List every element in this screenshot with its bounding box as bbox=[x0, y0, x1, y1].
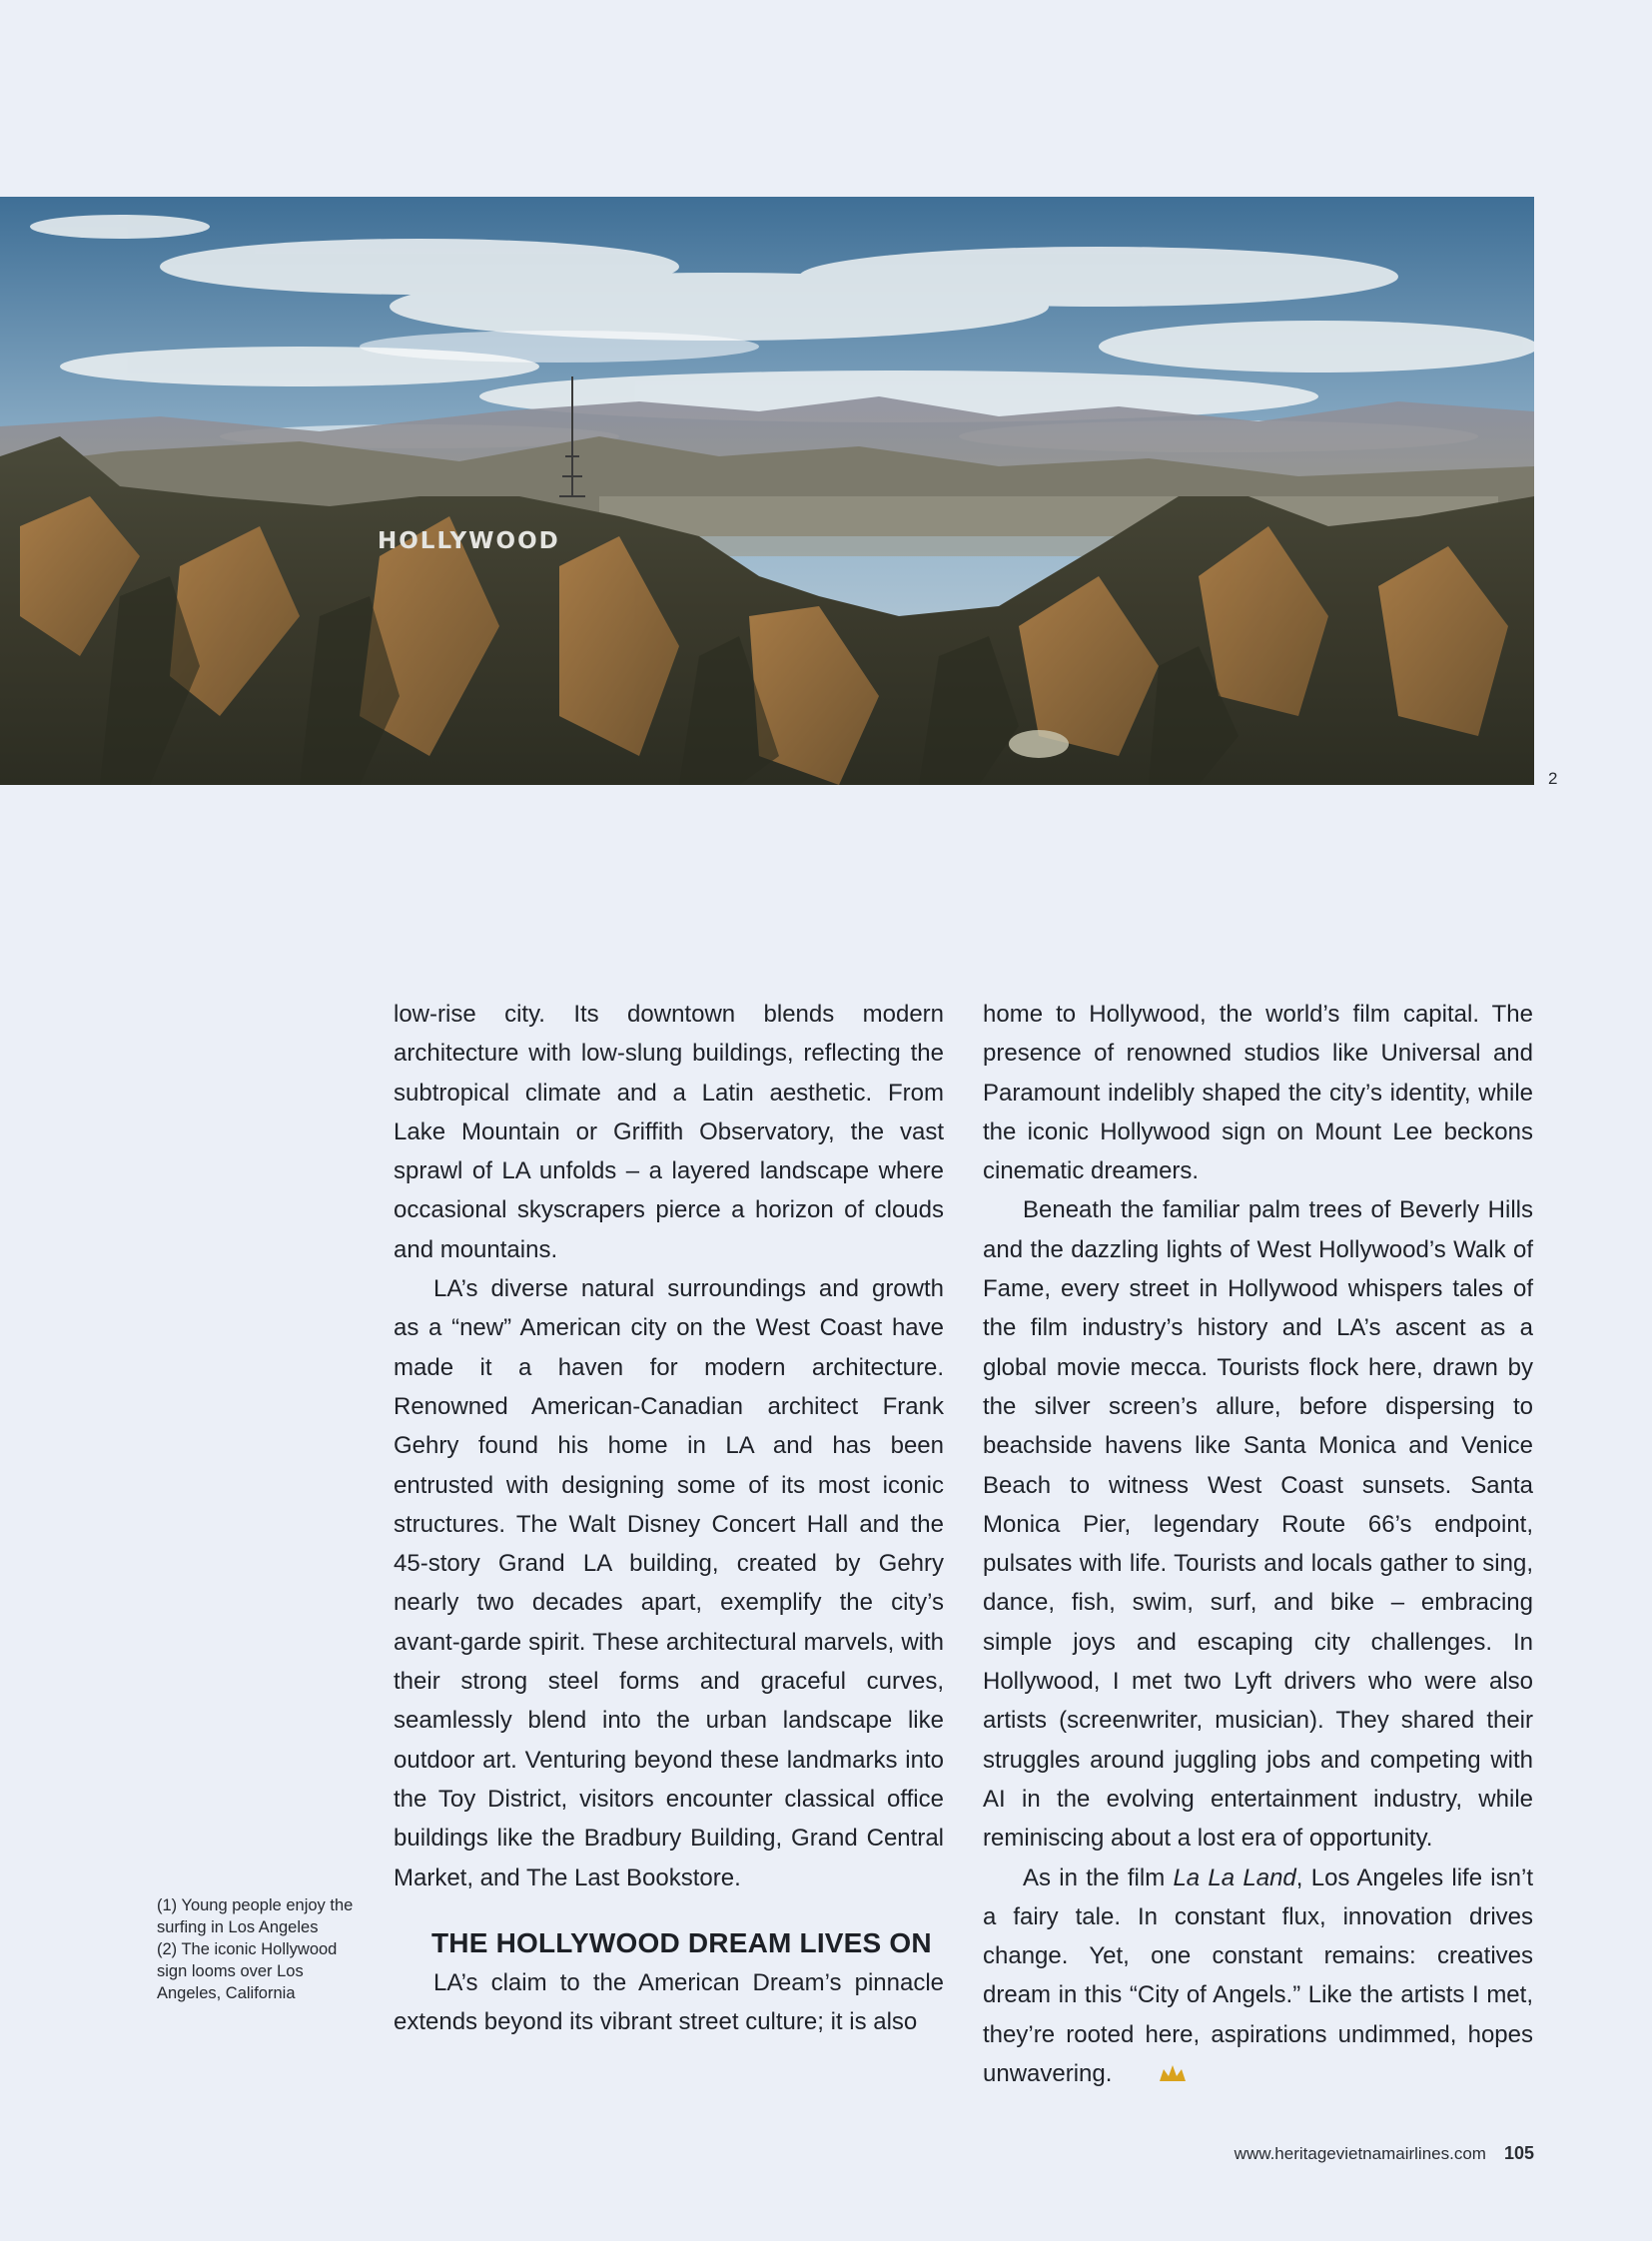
end-mark-icon bbox=[1118, 2056, 1188, 2095]
page-footer bbox=[1235, 2143, 1534, 2164]
paragraph: home to Hollywood, the world’s film capital. The presence of renowned studios like Universal and Paramount indelibly shaped the city’s identity, while the iconic Hollywood sign on Mount Lee beckons cinematic dreamers. bbox=[983, 1001, 1533, 1185]
photo-number: 2 bbox=[1548, 769, 1558, 788]
text-run: As in the film bbox=[1023, 1864, 1174, 1891]
text-run: , Los Angeles life isn’t a fairy tale. In constant flux, innovation drives change. Yet, one constant remains: creatives dream in this “City of Angels.” Like the artists I met, they’re rooted here, aspirations undimmed, hopes unwavering. bbox=[983, 1864, 1533, 2088]
paragraph: LA’s claim to the American Dream’s pinnacle extends beyond its vibrant street culture; it is also bbox=[394, 1968, 944, 2036]
hollywood-hills-image bbox=[0, 197, 1534, 785]
caption-line-1: (1) Young people enjoy the surfing in Los Angeles bbox=[157, 1896, 354, 1936]
paragraph-final bbox=[983, 1859, 1533, 2096]
photo-caption bbox=[157, 1894, 357, 2004]
paragraph: LA’s diverse natural surroundings and growth as a “new” American city on the West Coast have made it a haven for modern architecture. Renowned American-Canadian architect Frank Gehry found his home in LA and has been entrusted with designing some of its most iconic structures. The Walt Disney Concert Hall and the 45-story Grand LA building, created by Gehry nearly two decades apart, exemplify the city’s avant-garde spirit. These architectural marvels, with their strong steel forms and graceful curves, seamlessly blend into the urban landscape like outdoor art. Venturing beyond these landmarks into the Toy District, visitors encounter classical office buildings like the Bradbury Building, Grand Central Market, and The Last Bookstore. bbox=[394, 1275, 944, 1891]
section-heading: THE HOLLYWOOD DREAM LIVES ON bbox=[431, 1926, 932, 1958]
paragraph: low-rise city. Its downtown blends modern architecture with low-slung buildings, reflecting the subtropical climate and a Latin aesthetic. From Lake Mountain or Griffith Observatory, the vast sprawl of LA unfolds – a layered landscape where occasional skyscrapers pierce a horizon of clouds and mountains. bbox=[394, 1001, 944, 1263]
article-column-left bbox=[394, 995, 944, 2041]
film-title: La La Land bbox=[1173, 1864, 1296, 1891]
caption-line-2: (2) The iconic Hollywood sign looms over Los Angeles, California bbox=[157, 1940, 338, 2002]
footer-url: www.heritagevietnamairlines.com bbox=[1234, 2144, 1486, 2163]
article-column-right bbox=[983, 995, 1533, 2095]
hero-photo bbox=[0, 197, 1534, 785]
page-number: 105 bbox=[1503, 2143, 1534, 2163]
hollywood-sign: HOLLYWOOD bbox=[378, 528, 560, 554]
paragraph: Beneath the familiar palm trees of Beverly Hills and the dazzling lights of West Hollywood’s Walk of Fame, every street in Hollywood whispers tales of the film industry’s history and LA’s ascent as a global movie mecca. Tourists flock here, drawn by the silver screen’s allure, before dispersing to beachside havens like Santa Monica and Venice Beach to witness West Coast sunsets. Santa Monica Pier, legendary Route 66’s endpoint, pulsates with life. Tourists and locals gather to sing, dance, fish, swim, surf, and bike – embracing simple joys and escaping city challenges. In Hollywood, I met two Lyft drivers who were also artists (screenwriter, musician). They shared their struggles around juggling jobs and competing with AI in the evolving entertainment industry, while reminiscing about a lost era of opportunity. bbox=[983, 1196, 1533, 1853]
